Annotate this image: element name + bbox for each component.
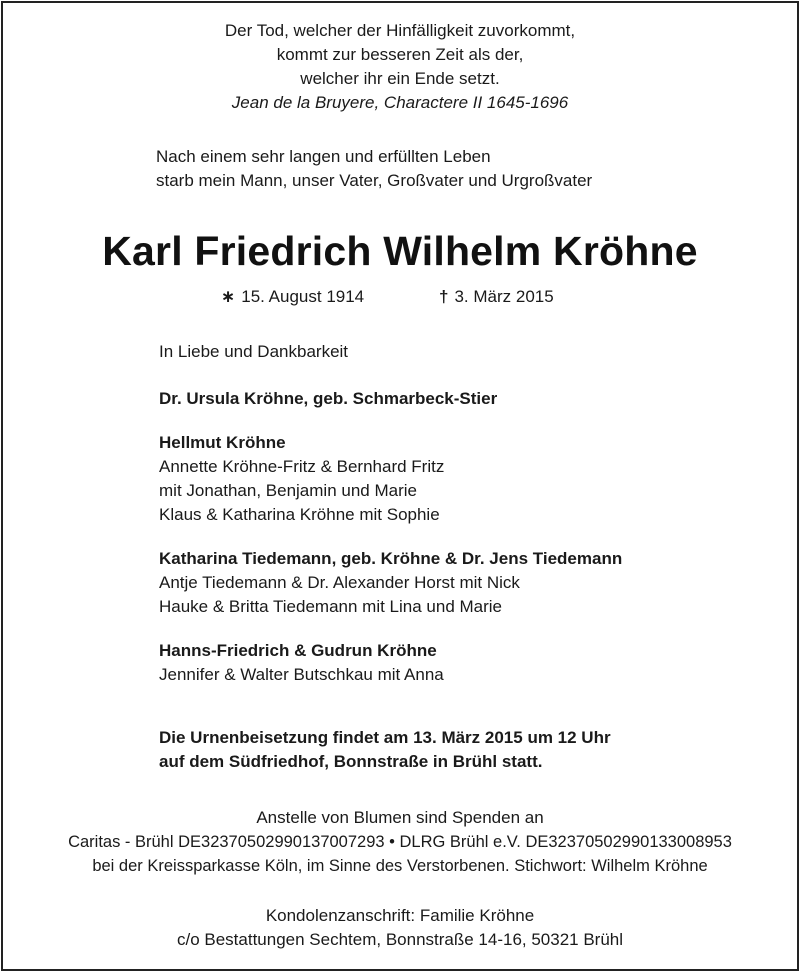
mourner-line: Klaus & Katharina Kröhne mit Sophie [159, 505, 440, 524]
quote-attribution: Jean de la Bruyere, Charactere II 1645-1696 [231, 93, 569, 112]
burial-line: Die Urnenbeisetzung findet am 13. März 2015 um 12 Uhr [159, 728, 611, 747]
mourner-line: Hauke & Britta Tiedemann mit Lina und Marie [159, 597, 503, 616]
death-cross-icon: † [439, 287, 449, 306]
quote-line: welcher ihr ein Ende setzt. [300, 69, 500, 88]
quote-line: kommt zur besseren Zeit als der, [276, 45, 524, 64]
mourner-line: Jennifer & Walter Butschkau mit Anna [159, 665, 444, 684]
intro-line: Nach einem sehr langen und erfüllten Leben [156, 147, 491, 166]
mourner-line: Annette Kröhne-Fritz & Bernhard Fritz [159, 457, 445, 476]
condolence-address: c/o Bestattungen Sechtem, Bonnstraße 14-16, 50321 Brühl [176, 930, 624, 949]
birth-star-icon: ∗ [221, 287, 236, 306]
deceased-name: Karl Friedrich Wilhelm Kröhne [102, 228, 698, 274]
mourner-line: mit Jonathan, Benjamin und Marie [159, 481, 417, 500]
burial-line: auf dem Südfriedhof, Bonnstraße in Brühl statt. [159, 752, 543, 771]
quote-line: Der Tod, welcher der Hinfälligkeit zuvorkommt, [224, 21, 576, 40]
mourner-group-head: Hanns-Friedrich & Gudrun Kröhne [159, 641, 437, 660]
mourner-line: Antje Tiedemann & Dr. Alexander Horst mit Nick [159, 573, 520, 592]
mourner-group-head: Hellmut Kröhne [159, 433, 286, 452]
donation-line: Anstelle von Blumen sind Spenden an [256, 808, 544, 827]
donation-line: bei der Kreissparkasse Köln, im Sinne des Verstorbenen. Stichwort: Wilhelm Kröhne [92, 857, 708, 875]
birth-date-text: 15. August 1914 [241, 287, 365, 306]
widow-name: Dr. Ursula Kröhne, geb. Schmarbeck-Stier [159, 389, 498, 408]
condolence-line: Kondolenzanschrift: Familie Kröhne [265, 906, 535, 925]
death-date [439, 286, 554, 308]
mourner-group-head: Katharina Tiedemann, geb. Kröhne & Dr. Jens Tiedemann [159, 549, 623, 568]
love-line: In Liebe und Dankbarkeit [159, 342, 349, 361]
donation-accounts: Caritas - Brühl DE32370502990137007293 • DLRG Brühl e.V. DE32370502990133008953 [68, 833, 732, 851]
birth-date [221, 286, 364, 308]
intro-line: starb mein Mann, unser Vater, Großvater und Urgroßvater [156, 171, 593, 190]
death-date-text: 3. März 2015 [454, 287, 554, 306]
